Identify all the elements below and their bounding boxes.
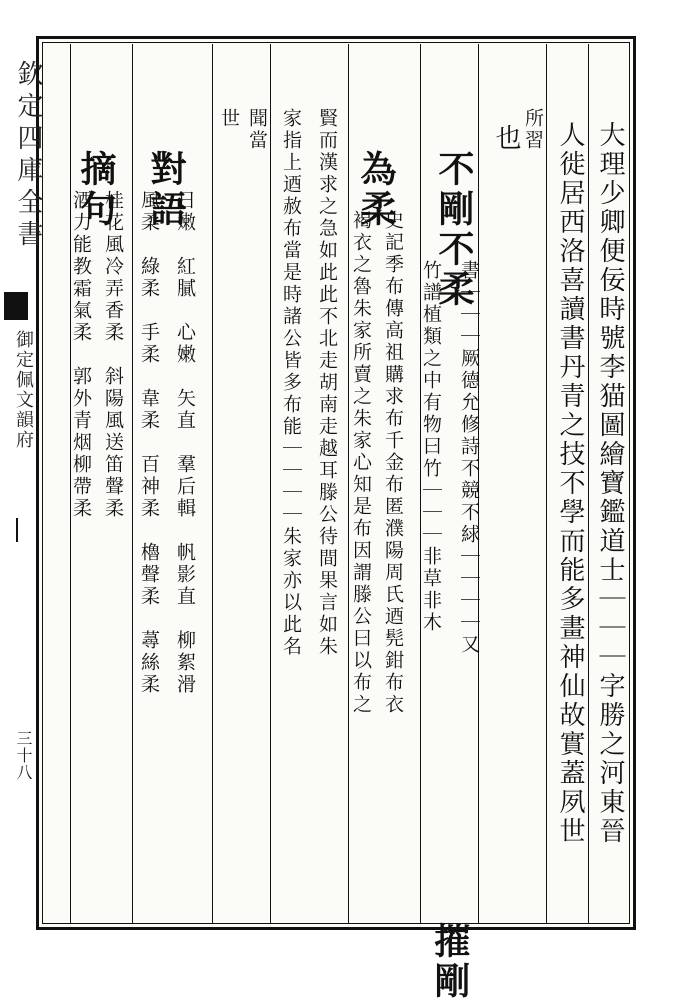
text-column: 世: [218, 108, 240, 130]
text-column: 也: [491, 124, 521, 153]
text-column: 酒力能教霜氣柔 郭外青烟柳帶柔: [70, 190, 92, 520]
text-column: 風柔 綠柔 手柔 韋柔 百神柔 櫓聲柔 蕁絲柔: [138, 190, 160, 696]
text-column: 桂花風冷弄香柔 斜陽風送笛聲柔: [102, 190, 124, 520]
text-column: 所習: [522, 108, 544, 152]
text-column: 書｜｜｜厥德允修詩不競不絿｜｜｜｜又: [458, 260, 480, 656]
text-column: 褐衣之魯朱家所賣之朱家心知是布因謂滕公曰以布之: [350, 210, 372, 716]
column-rule: [270, 44, 271, 924]
text-column: 賢而漢求之急如此此不北走胡南走越耳滕公待間果言如朱: [316, 108, 338, 658]
text-column: 竹譜植類之中有物曰竹｜｜｜非草非木: [420, 260, 442, 634]
entry-heading: 摧剛: [429, 922, 471, 1002]
text-column: 史記季布傳高祖購求布千金布匿濮陽周氏迺髡鉗布衣: [382, 210, 404, 716]
book-title: 欽定四庫全書: [13, 60, 43, 252]
text-column: 大理少卿便佞時號李猫圖繪寶鑑道士｜｜｜字勝之河東晉: [595, 121, 625, 846]
text-column: 家指上迺赦布當是時諸公皆多布能｜｜｜｜朱家亦以此名: [280, 108, 302, 658]
margin-fish-tail: [4, 292, 28, 320]
entry-heading: 不剛不柔: [433, 150, 475, 310]
entry-heading: 為柔: [355, 150, 397, 230]
column-rule: [546, 44, 547, 924]
entry-heading: 摘句: [75, 150, 117, 230]
text-column: 人徙居西洛喜讀書丹青之技不學而能多畫神仙故實蓋夙世: [555, 121, 585, 846]
text-column: 日嫩 紅膩 心嫩 矢直 羣后輯 帆影直 柳絮滑: [174, 190, 196, 696]
entry-heading: 對語: [145, 150, 187, 230]
page-number: 三十八: [14, 730, 33, 781]
text-column: 聞當: [246, 108, 268, 152]
section-title: 御定佩文韻府: [13, 330, 34, 450]
margin-mark: [16, 518, 18, 542]
